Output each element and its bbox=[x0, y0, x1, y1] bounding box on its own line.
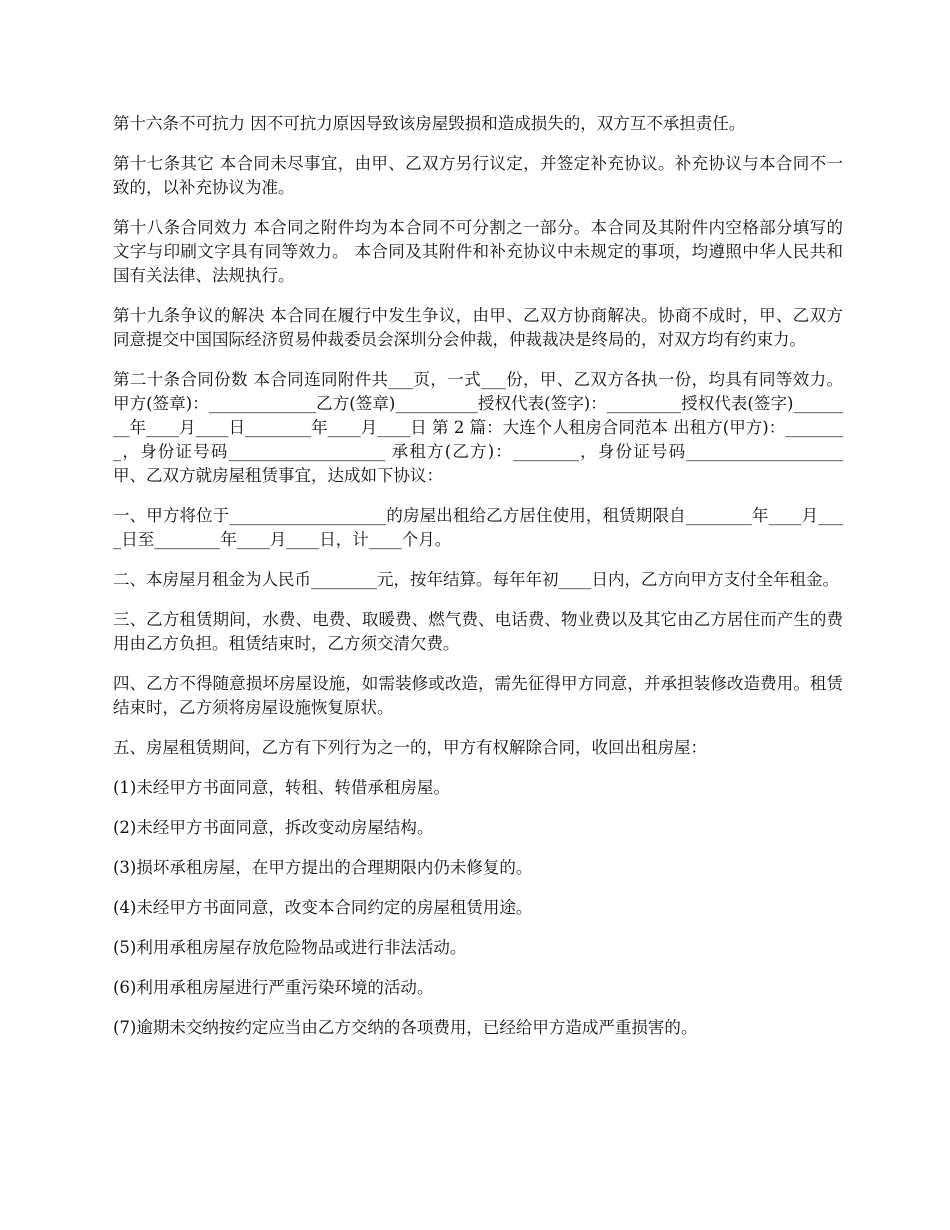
clause-1-location-term: 一、甲方将位于___________________的房屋出租给乙方居住使用，租赁期限自________年____月____日至________年____月____日，计____个月。 bbox=[113, 506, 843, 549]
document-body bbox=[113, 112, 843, 1056]
list-item: (3)损坏承租房屋，在甲方提出的合理期限内仍未修复的。 bbox=[113, 858, 533, 877]
article-19-dispute: 第十九条争议的解决 本合同在履行中发生争议，由甲、乙双方协商解决。协商不成时，甲、乙双方同意提交中国国际经济贸易仲裁委员会深圳分会仲裁，仲裁裁决是终局的，对双方均有约束力。 bbox=[113, 306, 843, 349]
clause-2-rent: 二、本房屋月租金为人民币________元，按年结算。每年年初____日内，乙方向甲方支付全年租金。 bbox=[113, 570, 839, 589]
list-item: (2)未经甲方书面同意，拆改变动房屋结构。 bbox=[113, 818, 434, 837]
article-17-other: 第十七条其它 本合同未尽事宜，由甲、乙双方另行议定，并签定补充协议。补充协议与本合同不一致的，以补充协议为准。 bbox=[113, 154, 843, 197]
list-item: (4)未经甲方书面同意，改变本合同约定的房屋租赁用途。 bbox=[113, 898, 533, 917]
list-item: (5)利用承租房屋存放危险物品或进行非法活动。 bbox=[113, 938, 467, 957]
list-item: (6)利用承租房屋进行严重污染环境的活动。 bbox=[113, 978, 434, 997]
article-16-force-majeure: 第十六条不可抗力 因不可抗力原因导致该房屋毁损和造成损失的，双方互不承担责任。 bbox=[113, 114, 746, 133]
article-18-effect: 第十八条合同效力 本合同之附件均为本合同不可分割之一部分。本合同及其附件内空格部分填写的文字与印刷文字具有同等效力。 本合同及其附件和补充协议中未规定的事项，均遵照中华人民共和国有关法律、法规执行。 bbox=[113, 218, 843, 285]
list-item: (7)逾期未交纳按约定应当由乙方交纳的各项费用，已经给甲方造成严重损害的。 bbox=[113, 1018, 698, 1037]
clause-3-fees: 三、乙方租赁期间，水费、电费、取暖费、燃气费、电话费、物业费以及其它由乙方居住而产生的费用由乙方负担。租赁结束时，乙方须交清欠费。 bbox=[113, 610, 843, 653]
clause-4-facilities: 四、乙方不得随意损坏房屋设施，如需装修或改造，需先征得甲方同意，并承担装修改造费用。租赁结束时，乙方须将房屋设施恢复原状。 bbox=[113, 674, 843, 717]
list-item: (1)未经甲方书面同意，转租、转借承租房屋。 bbox=[113, 778, 450, 797]
article-20-copies-and-signatures: 第二十条合同份数 本合同连同附件共___页，一式___份，甲、乙双方各执一份，均具有同等效力。 甲方(签章)：_____________乙方(签章)__________授权代表(签字)：_________授权代表(签字)________年____月____日________年____月____日 第 2 篇：大连个人租房合同范本 出租方(甲方)：________，身份证号码___________________ 承租方(乙方)：________，身份证号码___________________ 甲、乙双方就房屋租赁事宜，达成如下协议： bbox=[113, 370, 843, 485]
clause-5-termination: 五、房屋租赁期间，乙方有下列行为之一的，甲方有权解除合同，收回出租房屋： bbox=[113, 738, 707, 757]
